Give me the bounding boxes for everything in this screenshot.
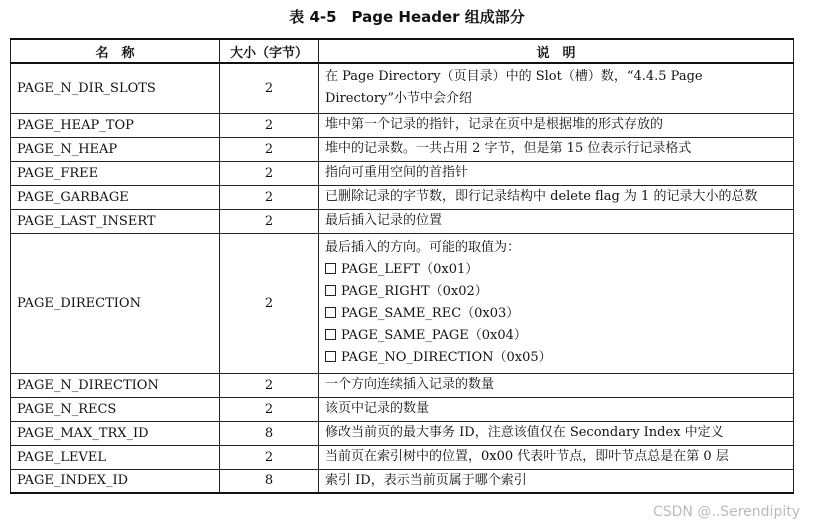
header-size: 大小（字节） (220, 39, 319, 63)
table-row (11, 113, 794, 137)
list-item (325, 259, 787, 281)
field-size: 2 (220, 113, 319, 137)
field-name: PAGE_LAST_INSERT (11, 209, 220, 233)
field-desc: 一个方向连续插入记录的数量 (319, 373, 794, 397)
option-label: PAGE_SAME_PAGE（0x04） (341, 328, 527, 343)
option-label: PAGE_SAME_REC（0x03） (341, 306, 520, 321)
table-row (11, 137, 794, 161)
field-size: 2 (220, 209, 319, 233)
field-desc: 堆中的记录数。一共占用 2 字节，但是第 15 位表示行记录格式 (319, 137, 794, 161)
checkbox-square-icon (325, 263, 336, 274)
field-size: 2 (220, 373, 319, 397)
field-size: 8 (220, 421, 319, 445)
table-row (11, 445, 794, 469)
checkbox-square-icon (325, 307, 336, 318)
table-row (11, 185, 794, 209)
field-size: 2 (220, 137, 319, 161)
header-name: 名 称 (11, 39, 220, 63)
checkbox-square-icon (325, 285, 336, 296)
checkbox-square-icon (325, 329, 336, 340)
field-desc: 当前页在索引树中的位置，0x00 代表叶节点，即叶节点总是在第 0 层 (319, 445, 794, 469)
field-name: PAGE_MAX_TRX_ID (11, 421, 220, 445)
field-name: PAGE_HEAP_TOP (11, 113, 220, 137)
field-size: 8 (220, 469, 319, 493)
checkbox-square-icon (325, 351, 336, 362)
list-item (325, 303, 787, 325)
field-name: PAGE_GARBAGE (11, 185, 220, 209)
header-desc: 说 明 (319, 39, 794, 63)
table-row (11, 209, 794, 233)
field-name: PAGE_INDEX_ID (11, 469, 220, 493)
page-header-table (10, 38, 794, 494)
field-size: 2 (220, 233, 319, 373)
field-name: PAGE_N_RECS (11, 397, 220, 421)
direction-intro: 最后插入的方向。可能的取值为： (325, 240, 521, 255)
table-row (11, 397, 794, 421)
field-name: PAGE_N_DIR_SLOTS (11, 63, 220, 113)
field-name: PAGE_LEVEL (11, 445, 220, 469)
field-desc: 修改当前页的最大事务 ID，注意该值仅在 Secondary Index 中定义 (319, 421, 794, 445)
option-label: PAGE_RIGHT（0x02） (341, 284, 488, 299)
field-desc: 索引 ID，表示当前页属于哪个索引 (319, 469, 794, 493)
table-row (11, 63, 794, 113)
table-caption: 表 4-5 Page Header 组成部分 (289, 8, 525, 26)
field-desc: 已删除记录的字节数，即行记录结构中 delete flag 为 1 的记录大小的总数 (319, 185, 794, 209)
field-desc: 堆中第一个记录的指针，记录在页中是根据堆的形式存放的 (319, 113, 794, 137)
list-item (325, 347, 787, 369)
field-name: PAGE_N_HEAP (11, 137, 220, 161)
table-row (11, 421, 794, 445)
field-size: 2 (220, 63, 319, 113)
field-desc (319, 233, 794, 373)
option-label: PAGE_NO_DIRECTION（0x05） (341, 350, 552, 365)
list-item (325, 281, 787, 303)
field-desc: 指向可重用空间的首指针 (319, 161, 794, 185)
list-item (325, 325, 787, 347)
table-row (11, 373, 794, 397)
watermark: CSDN @..Serendipity (652, 504, 800, 520)
table-row (11, 469, 794, 493)
field-size: 2 (220, 397, 319, 421)
field-size: 2 (220, 445, 319, 469)
field-desc: 该页中记录的数量 (319, 397, 794, 421)
field-name: PAGE_FREE (11, 161, 220, 185)
field-desc: 最后插入记录的位置 (319, 209, 794, 233)
table-header-row (11, 39, 794, 63)
table-row (11, 233, 794, 373)
option-label: PAGE_LEFT（0x01） (341, 262, 479, 277)
table-row (11, 161, 794, 185)
field-size: 2 (220, 161, 319, 185)
field-desc: 在 Page Directory（页目录）中的 Slot（槽）数，“4.4.5 Page Directory”小节中会介绍 (319, 63, 794, 113)
field-name: PAGE_N_DIRECTION (11, 373, 220, 397)
field-size: 2 (220, 185, 319, 209)
field-name: PAGE_DIRECTION (11, 233, 220, 373)
